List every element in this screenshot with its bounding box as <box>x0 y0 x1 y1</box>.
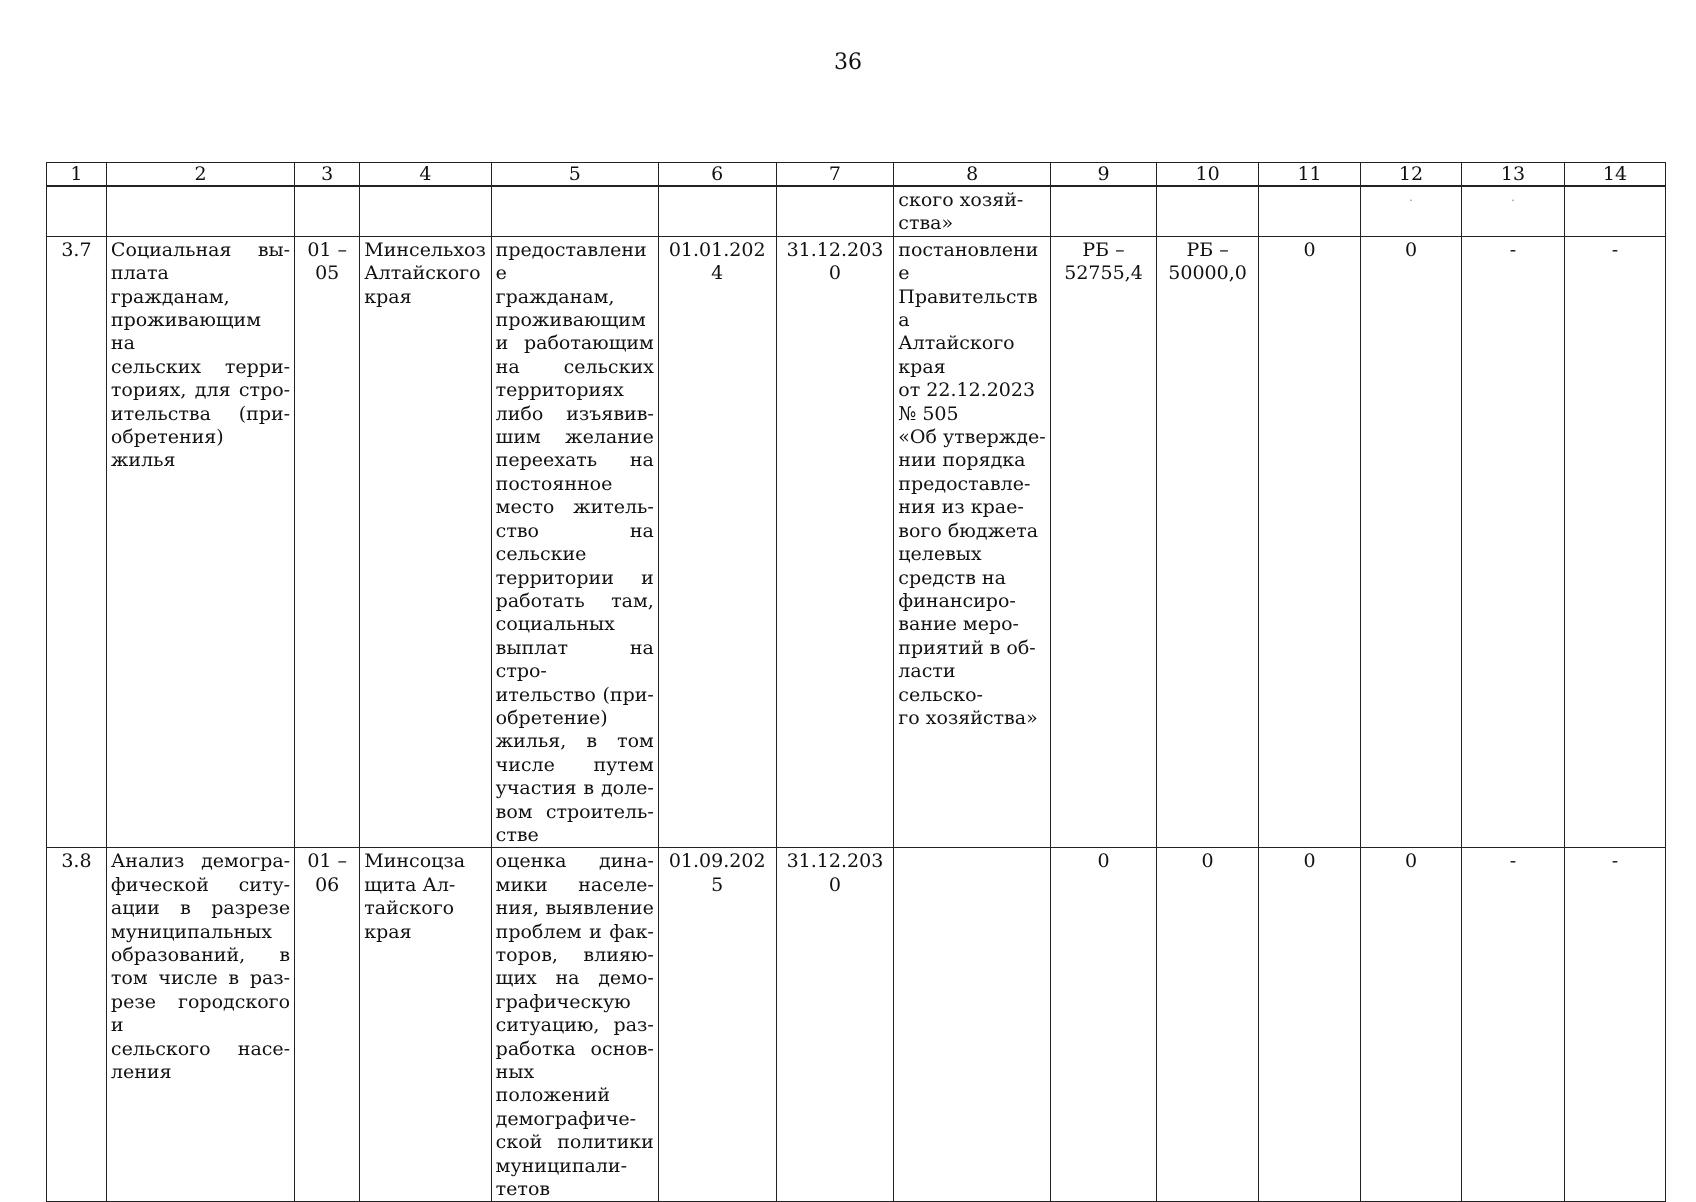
period-cell <box>295 848 360 1202</box>
text-line: 01 – <box>307 238 348 261</box>
text-line: обретение) <box>495 706 608 729</box>
text-line: вого бюджета <box>898 519 1039 542</box>
text-line: ления <box>110 1061 172 1084</box>
text-line: либо изъявив- <box>495 402 654 425</box>
funding-col10 <box>1157 236 1259 848</box>
value-col13: - <box>1461 848 1564 1202</box>
text-line: ния из крае- <box>898 496 1024 519</box>
table-row <box>47 848 1666 1202</box>
text-line: предоставление <box>495 238 647 285</box>
text-line: го хозяйства» <box>898 706 1038 729</box>
text-line: графическую <box>495 990 631 1013</box>
text-line: вание меро- <box>898 613 1019 636</box>
funding-col9 <box>1050 848 1156 1202</box>
text-line: ации в разрезе <box>110 897 291 920</box>
measure-name-cell <box>106 236 294 848</box>
activities-table <box>46 162 1666 1202</box>
text-line: участия в доле- <box>495 777 654 800</box>
column-header: 8 <box>894 163 1051 187</box>
text-line: Правительства <box>898 285 1038 332</box>
text-line: ных положений <box>495 1061 610 1107</box>
text-line: ласти сельско- <box>898 660 983 706</box>
scan-mark: · <box>1361 186 1462 236</box>
text-line: РБ – <box>1186 238 1229 261</box>
text-line: нии порядка <box>898 449 1026 472</box>
document-cell <box>894 236 1051 848</box>
text-line: ской политики <box>495 1131 654 1154</box>
text-line: сельского насе- <box>110 1037 291 1060</box>
text-line: переехать на <box>495 449 654 472</box>
text-line: ситуацию, раз- <box>495 1014 654 1037</box>
text-line: Социальная вы- <box>110 238 291 261</box>
text-line: сельских терри- <box>110 355 291 378</box>
text-line: финансиро- <box>898 589 1016 612</box>
text-line: Минсоцза <box>364 850 466 873</box>
executor-cell <box>360 848 491 1202</box>
text-line: территории и <box>495 566 654 589</box>
text-line: образований, в <box>110 944 291 966</box>
executor-cell <box>360 236 491 848</box>
text-line: фической ситу- <box>110 873 291 896</box>
end-date: 31.12.2030 <box>776 848 894 1202</box>
text-line: Минсельхоз <box>364 238 486 261</box>
text-line: тетов <box>495 1178 551 1201</box>
text-line: и работающим <box>495 332 654 355</box>
period-cell <box>295 236 360 848</box>
column-header: 9 <box>1050 163 1156 187</box>
text-line: проживающим <box>495 309 646 332</box>
funding-col10 <box>1157 848 1259 1202</box>
text-line: жилья, в том <box>495 730 654 753</box>
text-line: Алтайского <box>898 332 1015 355</box>
value-col14: - <box>1564 848 1665 1202</box>
text-line: средств на <box>898 566 1006 589</box>
text-line: щих на демо- <box>495 967 654 990</box>
text-line: место житель- <box>495 496 654 519</box>
text-line: территориях <box>495 379 624 402</box>
text-line: 06 <box>315 873 340 896</box>
text-line: целевых <box>898 543 982 566</box>
column-header: 6 <box>658 163 776 187</box>
text-line: 01 – <box>307 850 348 873</box>
text-line: ния, выявление <box>495 897 654 920</box>
text-line: обретения) жилья <box>110 426 224 472</box>
row-number: 3.7 <box>47 236 107 848</box>
text-line: от 22.12.2023 <box>898 379 1036 402</box>
text-line: № 505 <box>898 402 959 425</box>
text-line: вом строитель- <box>495 800 654 823</box>
column-header: 3 <box>295 163 360 187</box>
text-line: 05 <box>315 262 340 285</box>
column-header: 5 <box>491 163 658 187</box>
description-cell <box>491 848 658 1202</box>
text-line: плата гражданам, <box>110 262 230 308</box>
text-line: гражданам, <box>495 285 615 308</box>
text-line: муниципальных <box>110 920 272 943</box>
text-line: Алтайского <box>364 262 481 285</box>
text-line: работка основ- <box>495 1037 654 1060</box>
text-line: шим желание <box>495 426 654 449</box>
text-line: ториях, для стро- <box>110 379 291 402</box>
column-header: 10 <box>1157 163 1259 187</box>
text-line: 52755,4 <box>1064 262 1143 285</box>
text-line: стве <box>495 823 539 846</box>
text-line: демографиче- <box>495 1107 637 1130</box>
value-col14: - <box>1564 236 1665 848</box>
continuation-row <box>47 186 1666 236</box>
text-line: постановление <box>898 238 1039 285</box>
text-line: Анализ демогра- <box>110 850 291 873</box>
text-line: тайского <box>364 897 455 920</box>
continued-document-cell <box>894 186 1051 236</box>
start-date: 01.01.2024 <box>658 236 776 848</box>
end-date: 31.12.2030 <box>776 236 894 848</box>
start-date: 01.09.2025 <box>658 848 776 1202</box>
column-header: 2 <box>106 163 294 187</box>
text-line: том числе в раз- <box>110 967 291 990</box>
column-number-row <box>47 163 1666 187</box>
text-line: края <box>364 920 412 943</box>
funding-col9 <box>1050 236 1156 848</box>
text-line: щита Ал- <box>364 873 456 896</box>
table-row <box>47 236 1666 848</box>
text-line: ского хозяй- <box>898 189 1024 211</box>
text-line: ительство (при- <box>495 683 654 706</box>
text-line: предоставле- <box>898 472 1031 495</box>
text-line: на сельских <box>495 355 654 378</box>
text-line: края <box>364 285 412 308</box>
column-header: 7 <box>776 163 894 187</box>
text-line: РБ – <box>1082 238 1125 261</box>
continued-text <box>898 189 1046 236</box>
value-col12: 0 <box>1361 848 1462 1202</box>
column-header: 12 <box>1361 163 1462 187</box>
text-line: числе путем <box>495 753 654 776</box>
description-cell <box>491 236 658 848</box>
value-col13: - <box>1461 236 1564 848</box>
text-line: проживающим на <box>110 309 262 355</box>
column-header: 11 <box>1259 163 1361 187</box>
text-line: ства» <box>898 212 954 235</box>
value-col11: 0 <box>1259 236 1361 848</box>
value-col12: 0 <box>1361 236 1462 848</box>
text-line: выплат на стро- <box>495 636 654 683</box>
value-col11: 0 <box>1259 848 1361 1202</box>
document-cell <box>894 848 1051 1202</box>
text-line: резе городского и <box>110 990 291 1037</box>
text-line: оценка дина- <box>495 850 654 873</box>
column-header: 14 <box>1564 163 1665 187</box>
text-line: ительства (при- <box>110 402 291 425</box>
text-line: ство на сельские <box>495 519 654 566</box>
text-line: приятий в об- <box>898 636 1036 659</box>
column-header: 1 <box>47 163 107 187</box>
text-line: 0 <box>1097 850 1110 873</box>
text-line: муниципали- <box>495 1154 627 1177</box>
text-line: работать там, <box>495 589 654 612</box>
text-line: торов, влияю- <box>495 944 654 966</box>
text-line: мики населе- <box>495 873 654 896</box>
measure-name-cell <box>106 848 294 1202</box>
text-line: социальных <box>495 613 615 636</box>
text-line: постоянное <box>495 472 613 495</box>
text-line: проблем и фак- <box>495 920 654 943</box>
column-header: 4 <box>360 163 491 187</box>
row-number: 3.8 <box>47 848 107 1202</box>
text-line: 0 <box>1201 850 1214 873</box>
text-line: «Об утвержде- <box>898 426 1046 449</box>
page-number: 36 <box>834 50 862 75</box>
column-header: 13 <box>1461 163 1564 187</box>
text-line: 50000,0 <box>1168 262 1247 285</box>
text-line: края <box>898 355 946 378</box>
scan-mark: · <box>1461 186 1564 236</box>
